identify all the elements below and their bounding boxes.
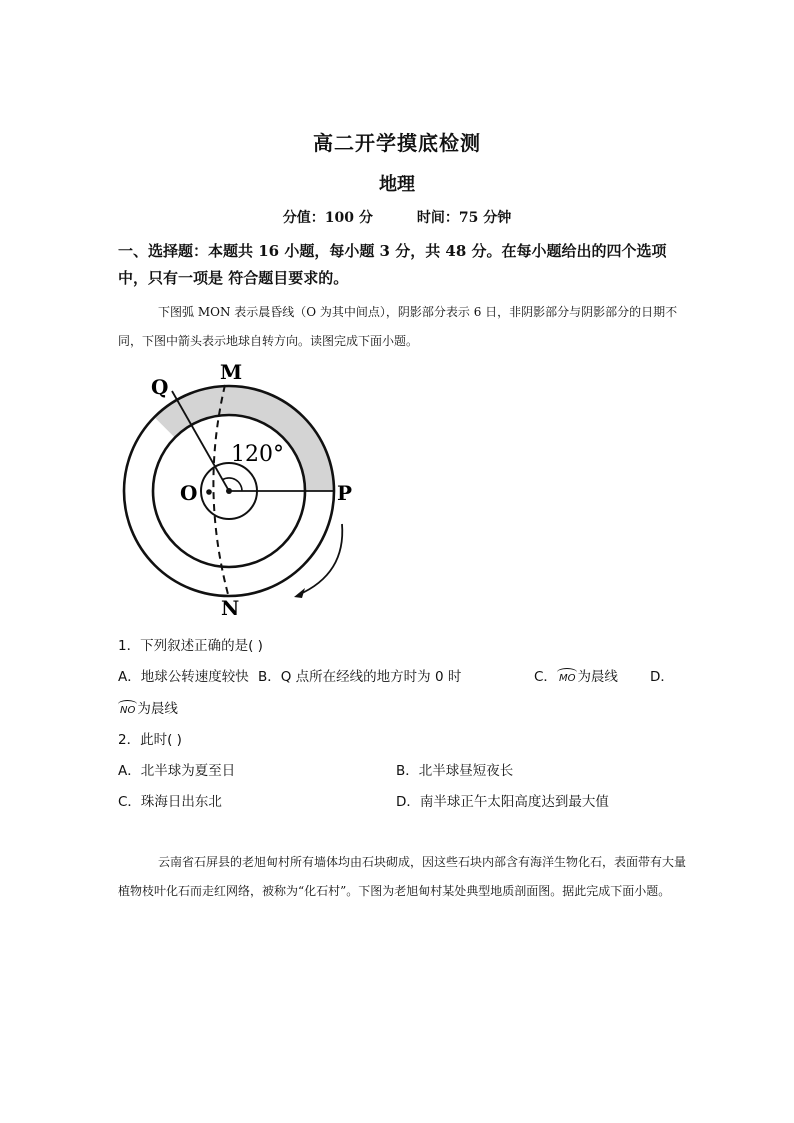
question-2-option-d: D．南半球正午太阳高度达到最大值 — [396, 794, 609, 810]
label-angle: 120° — [231, 442, 284, 467]
question-2-option-c: C．珠海日出东北 — [118, 794, 222, 810]
arc-no-label: NO — [120, 705, 136, 716]
label-n: N — [221, 596, 240, 620]
question-group-2-intro: 云南省石屏县的老旭甸村所有墙体均由石块砌成，因这些石块内部含有海洋生物化石，表面带有大量植物枝叶化石而走红网络，被称为“化石村”。下图为老旭甸村某处典型地质剖面图。据此完成下面小题。 — [118, 855, 687, 898]
label-o: O — [180, 481, 198, 505]
terminator-diagram — [118, 352, 358, 620]
question-1-option-c — [534, 665, 618, 685]
arc-mo-label: MO — [558, 673, 576, 684]
question-1-option-b: B．Q 点所在经线的地方时为 0 时 — [258, 669, 462, 685]
question-group-intro: 下图弧 MON 表示晨昏线（O 为其中间点），阴影部分表示 6 日，非阴影部分与阴影部分的日期不同，下图中箭头表示地球自转方向。读图完成下面小题。 — [118, 305, 678, 348]
rotation-arrow — [298, 524, 342, 595]
center-dot — [226, 488, 232, 494]
point-o-dot — [206, 489, 212, 495]
question-2-option-a: A．北半球为夏至日 — [118, 763, 236, 779]
exam-meta — [0, 207, 794, 227]
label-p: P — [337, 481, 353, 505]
time-info: 时间：75 分钟 — [416, 210, 512, 226]
label-q: Q — [151, 375, 169, 399]
question-1-option-d — [118, 697, 178, 717]
shaded-day-region — [154, 385, 334, 491]
score-info: 分值：100 分 — [282, 210, 373, 226]
section-heading: 一、选择题：本题共 16 小题，每小题 3 分，共 48 分。在每小题给出的四个选项中，只有一项是 符合题目要求的。 — [118, 242, 667, 287]
exam-title: 高二开学摸底检测 — [313, 131, 481, 155]
option-c-suffix: 为晨线 — [577, 669, 618, 685]
option-d-suffix: 为晨线 — [137, 701, 178, 717]
question-1-option-a: A．地球公转速度较快 — [118, 669, 249, 685]
option-c-prefix: C． — [534, 669, 557, 685]
question-2-option-b: B．北半球昼短夜长 — [396, 763, 514, 779]
question-1-stem: 1．下列叙述正确的是( ) — [118, 638, 263, 654]
question-1-option-d-prefix: D． — [650, 669, 674, 685]
question-2-stem: 2．此时( ) — [118, 732, 182, 748]
subject-title: 地理 — [379, 174, 415, 195]
label-m: M — [220, 360, 243, 384]
rotation-arrow-head — [294, 588, 305, 598]
